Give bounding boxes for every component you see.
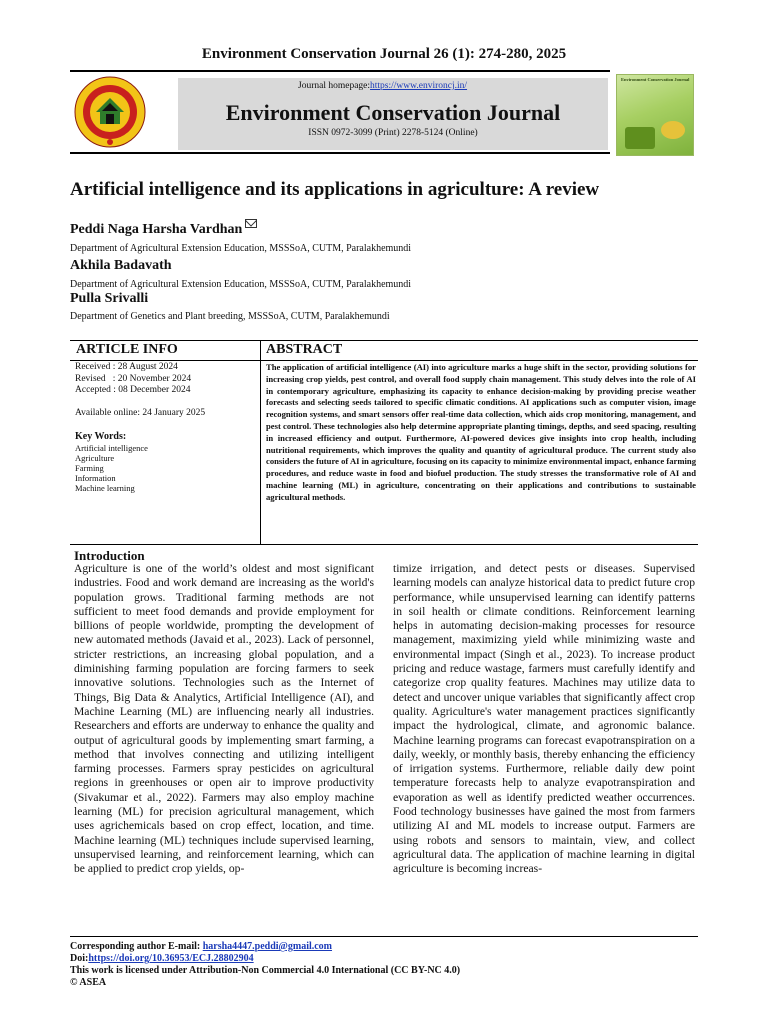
author-1-affiliation: Department of Agricultural Extension Education, MSSSoA, CUTM, Paralakhemundi bbox=[70, 243, 412, 254]
copyright-line: © ASEA bbox=[70, 977, 107, 988]
infobox-bottom-rule bbox=[70, 544, 698, 545]
homepage-link[interactable]: https://www.environcj.in/ bbox=[370, 81, 468, 91]
author-1 bbox=[70, 222, 257, 238]
body-column-left bbox=[74, 562, 374, 877]
doi-label: Doi: bbox=[70, 953, 89, 964]
keyword: Information bbox=[75, 473, 116, 483]
article-info-box bbox=[70, 340, 698, 545]
article-info-heading: ARTICLE INFO bbox=[76, 342, 178, 357]
infobox-header-rule bbox=[70, 360, 698, 361]
license-line: This work is licensed under Attribution-Non Commercial 4.0 International (CC BY-NC 4.0) bbox=[70, 965, 461, 976]
author-2-name: Akhila Badavath bbox=[70, 258, 172, 273]
journal-logo bbox=[74, 76, 146, 148]
journal-title: Environment Conservation Journal bbox=[225, 100, 561, 125]
masthead-top-rule bbox=[70, 70, 610, 72]
footnote-rule bbox=[70, 936, 698, 937]
keyword: Farming bbox=[75, 463, 104, 473]
keywords-heading: Key Words: bbox=[75, 431, 127, 442]
body-column-right bbox=[393, 562, 695, 877]
doi-line bbox=[70, 953, 254, 964]
cover-graphic-green bbox=[625, 127, 655, 149]
keyword: Agriculture bbox=[75, 453, 115, 463]
article-title: Artificial intelligence and its applications in agriculture: A review bbox=[70, 179, 600, 200]
journal-banner bbox=[178, 78, 608, 150]
abstract-heading: ABSTRACT bbox=[266, 342, 343, 357]
author-2-affiliation: Department of Agricultural Extension Education, MSSSoA, CUTM, Paralakhemundi bbox=[70, 279, 412, 290]
keywords-list bbox=[75, 443, 148, 493]
author-3-affiliation: Department of Genetics and Plant breeding, MSSSoA, CUTM, Paralakhemundi bbox=[70, 311, 390, 322]
journal-masthead bbox=[70, 70, 610, 154]
infobox-column-divider bbox=[260, 340, 261, 545]
homepage-label: Journal homepage: bbox=[298, 81, 371, 91]
cover-graphic-yellow bbox=[661, 121, 685, 139]
doi-link[interactable]: https://doi.org/10.36953/ECJ.28802904 bbox=[88, 953, 254, 964]
author-1-name: Peddi Naga Harsha Vardhan bbox=[70, 222, 243, 237]
article-dates: Received : 28 August 2024 Revised : 20 November 2024 Accepted : 08 December 2024 bbox=[75, 362, 192, 395]
corresponding-author bbox=[70, 941, 332, 952]
body-paragraph: timize irrigation, and detect pests or diseases. Supervised learning models can analyze historical data to predict future crop performance, while unsupervised learning can identify patterns in soil health or climate conditions. Reinforcement learning helps in automating decision-making processes for resource management, maximizing yield while minimizing waste and environmental impact (Singh et al., 2023). To increase product pricing and reduce wastage, farmers must carefully identify and categorize crop quality features. Machines may utilize data to detect and uncover unique variables that significantly affect crop quality. Agriculture's water management practices significantly impact the hydrological, climate, and agronomic balance. Machine learning programs can forecast evapotranspiration on a daily, weekly, or monthly basis, thereby enhancing the efficiency of irrigation systems. Furthermore, reliable daily dew point temperature forecasts help to analyze evapotranspiration and evaporation as well as identify predicted weather occurrences. Food technology businesses have gained the most from farmers utilizing AI and ML models to increase output. Farmers are using robots and sensors to maintain, view, and collect agricultural data. The application of machine learning in digital agriculture is becoming increas- bbox=[393, 562, 695, 876]
abstract-text: The application of artificial intelligence (AI) into agriculture marks a huge shift in the sector, providing solutions for increasing crop yields, pest control, and overall food supply chain management. This study delves into the role of AI in contemporary agriculture, emphasizing its capacity to enhance decision-making by providing precise weather forecasts and selecting seeds tailored to specific climatic conditions. AI applications such as computer vision, image recognition systems, and smart sensors offer real-time data collection, which aids crop monitoring, management, and pest control. These technologies also help determine appropriate planting timings, depths, and seed spacing, resulting in increased efficiency and output. Furthermore, AI-powered devices give insights into crop health, including nutritional requirements, which improves the quality and quantity of agricultural produce. The current study also considers the future of AI in agriculture, focusing on its capacity to minimize environmental impact, enhance farming procedures, and reduce waste in food and biofuel production. The study stresses the transformative role of AI and machine learning (ML) in agriculture, concentrating on their applications and contributions to sustainable agricultural methods. bbox=[266, 362, 696, 502]
keyword: Artificial intelligence bbox=[75, 443, 148, 453]
journal-issn: ISSN 0972-3099 (Print) 2278-5124 (Online) bbox=[308, 128, 478, 138]
mail-icon[interactable] bbox=[245, 219, 257, 228]
journal-cover-image bbox=[616, 74, 694, 156]
corresponding-email-link[interactable]: harsha4447.peddi@gmail.com bbox=[202, 941, 333, 952]
cover-title: Environment Conservation Journal bbox=[621, 77, 690, 82]
running-head: Environment Conservation Journal 26 (1): 274-280, 2025 bbox=[201, 46, 567, 62]
corresponding-label: Corresponding author E-mail: bbox=[70, 941, 203, 952]
masthead-bottom-rule bbox=[70, 152, 610, 154]
introduction-heading: Introduction bbox=[74, 548, 145, 563]
keyword: Machine learning bbox=[75, 483, 135, 493]
infobox-top-rule bbox=[70, 340, 698, 341]
journal-homepage bbox=[298, 81, 467, 91]
body-paragraph: Agriculture is one of the world’s oldest and most significant industries. Food and work demand are increasing as the world's population grows. Traditional farming methods are not sufficient to meet food demands and provide employment for billions of people worldwide, prompting the development of new automated methods (Javaid et al., 2023). Lack of personnel, stricter restrictions, an increasing global population, and a diminishing farming population are forcing farmers to seek innovative solutions. Technologies such as the Internet of Things, Big Data & Analytics, Artificial Intelligence (AI), and Machine Learning (ML) are influencing nearly all industries. Researchers and efforts are underway to enhance the quality and output of agricultural goods by implementing smart farming, a method that involves connecting and utilizing intelligent farming processes. Farmers spray pesticides on agricultural regions in greenhouses or open air to improve productivity (Sivakumar et al., 2022). Farmers may also employ machine learning (ML) for precision agricultural management, which uses agrichemicals based on crop effect, location, and time. Machine learning (ML) techniques include supervised learning, unsupervised learning, and reinforcement learning, which can be applied to predict crop yields, op- bbox=[74, 562, 374, 876]
available-online: Available online: 24 January 2025 bbox=[75, 408, 206, 418]
author-3-name: Pulla Srivalli bbox=[70, 291, 149, 306]
